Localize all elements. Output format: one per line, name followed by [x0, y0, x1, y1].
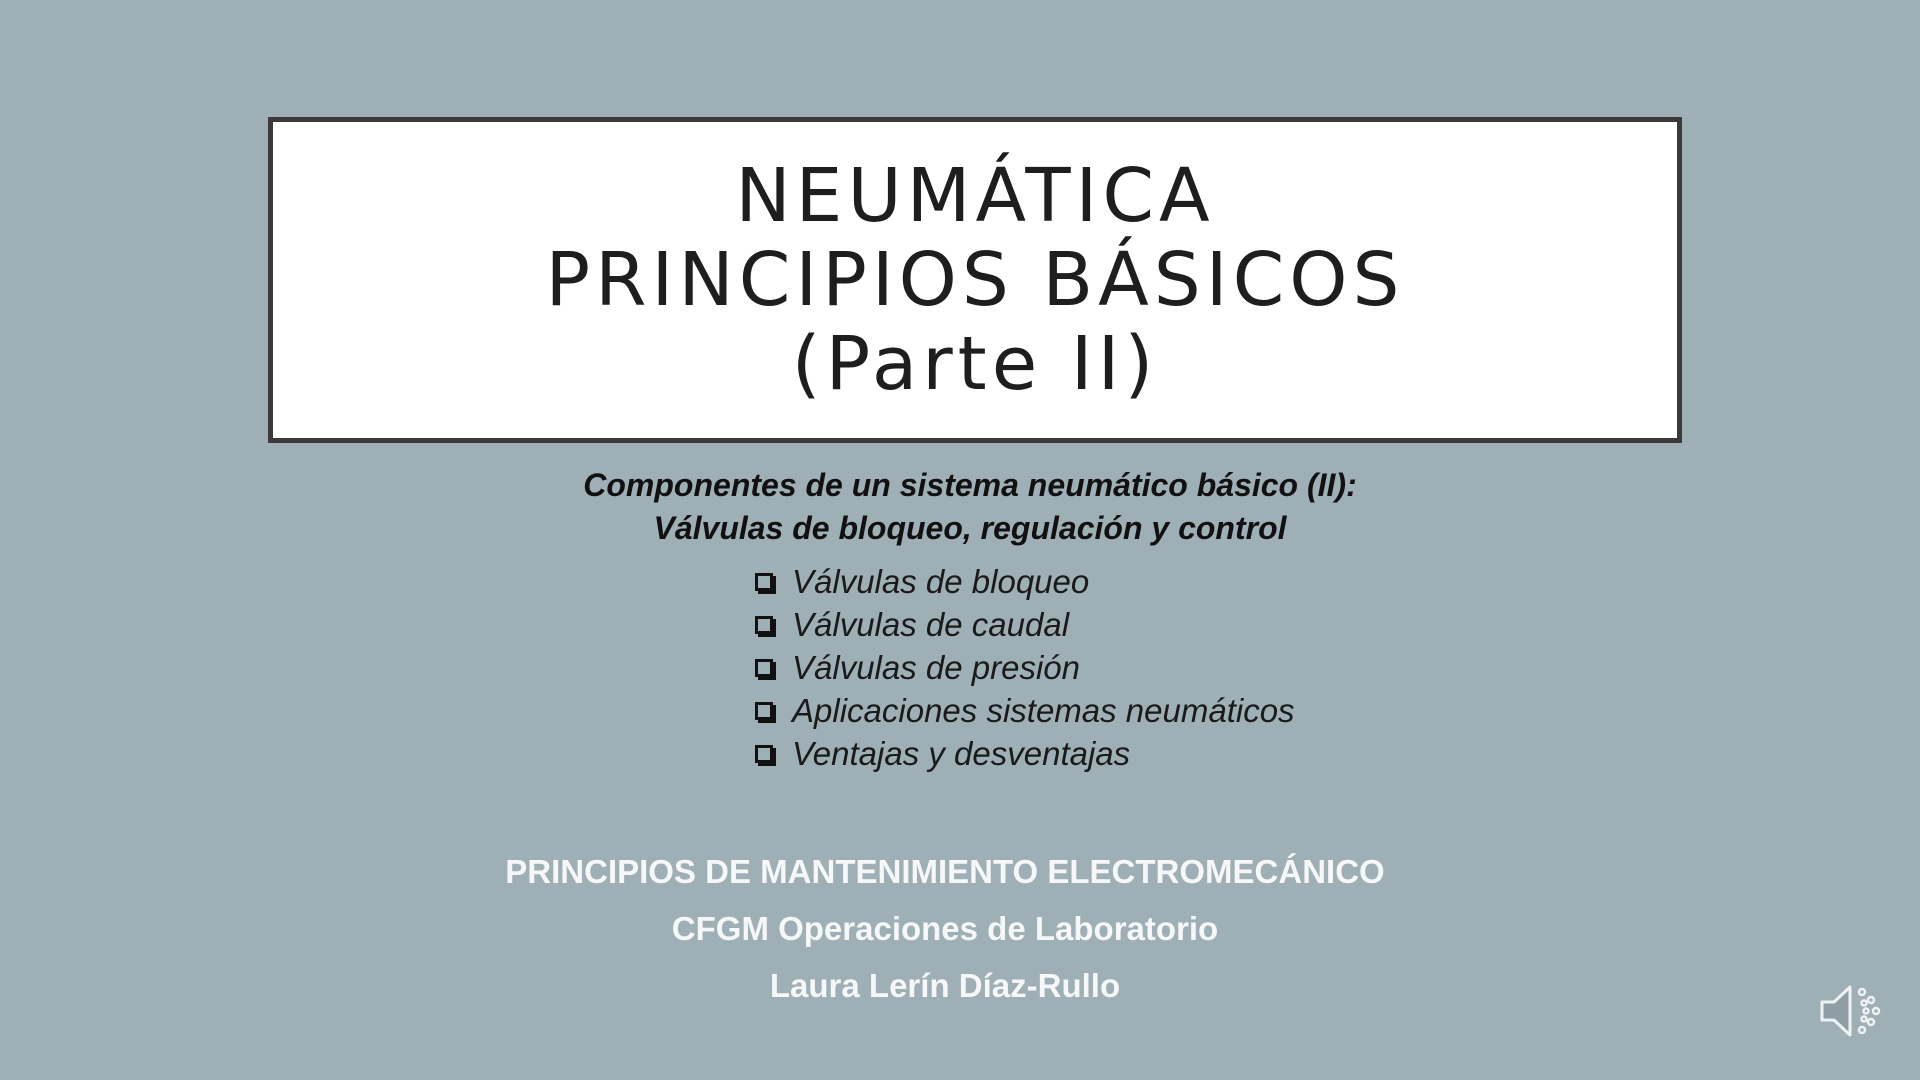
title-box [268, 117, 1682, 443]
subtitle-line-2: Válvulas de bloqueo, regulación y control [653, 510, 1287, 546]
title-line-1: NEUMÁTICA [735, 153, 1215, 239]
topic-label: Ventajas y desventajas [792, 734, 1131, 772]
subtitle-line-1: Componentes de un sistema neumático básico (II): [583, 467, 1357, 503]
topic-label: Aplicaciones sistemas neumáticos [792, 691, 1295, 729]
checkbox-icon [755, 616, 773, 634]
program-name: CFGM Operaciones de Laboratorio [671, 910, 1219, 947]
course-name: PRINCIPIOS DE MANTENIMIENTO ELECTROMECÁNICO [505, 853, 1385, 890]
author-name: Laura Lerín Díaz-Rullo [769, 967, 1121, 1004]
topic-label: Válvulas de caudal [792, 605, 1070, 643]
checkbox-icon [755, 573, 773, 591]
topic-list [755, 560, 1295, 775]
checkbox-icon [755, 659, 773, 677]
checkbox-icon [755, 702, 773, 720]
title-line-2: PRINCIPIOS BÁSICOS [545, 237, 1405, 323]
list-item [755, 560, 1295, 603]
list-item [755, 603, 1295, 646]
speaker-icon[interactable] [1818, 978, 1888, 1044]
checkbox-icon [755, 745, 773, 763]
list-item [755, 689, 1295, 732]
topic-label: Válvulas de presión [792, 648, 1081, 686]
title-line-3: (Parte II) [791, 321, 1159, 407]
topic-label: Válvulas de bloqueo [792, 562, 1090, 600]
list-item [755, 646, 1295, 689]
list-item [755, 732, 1295, 775]
